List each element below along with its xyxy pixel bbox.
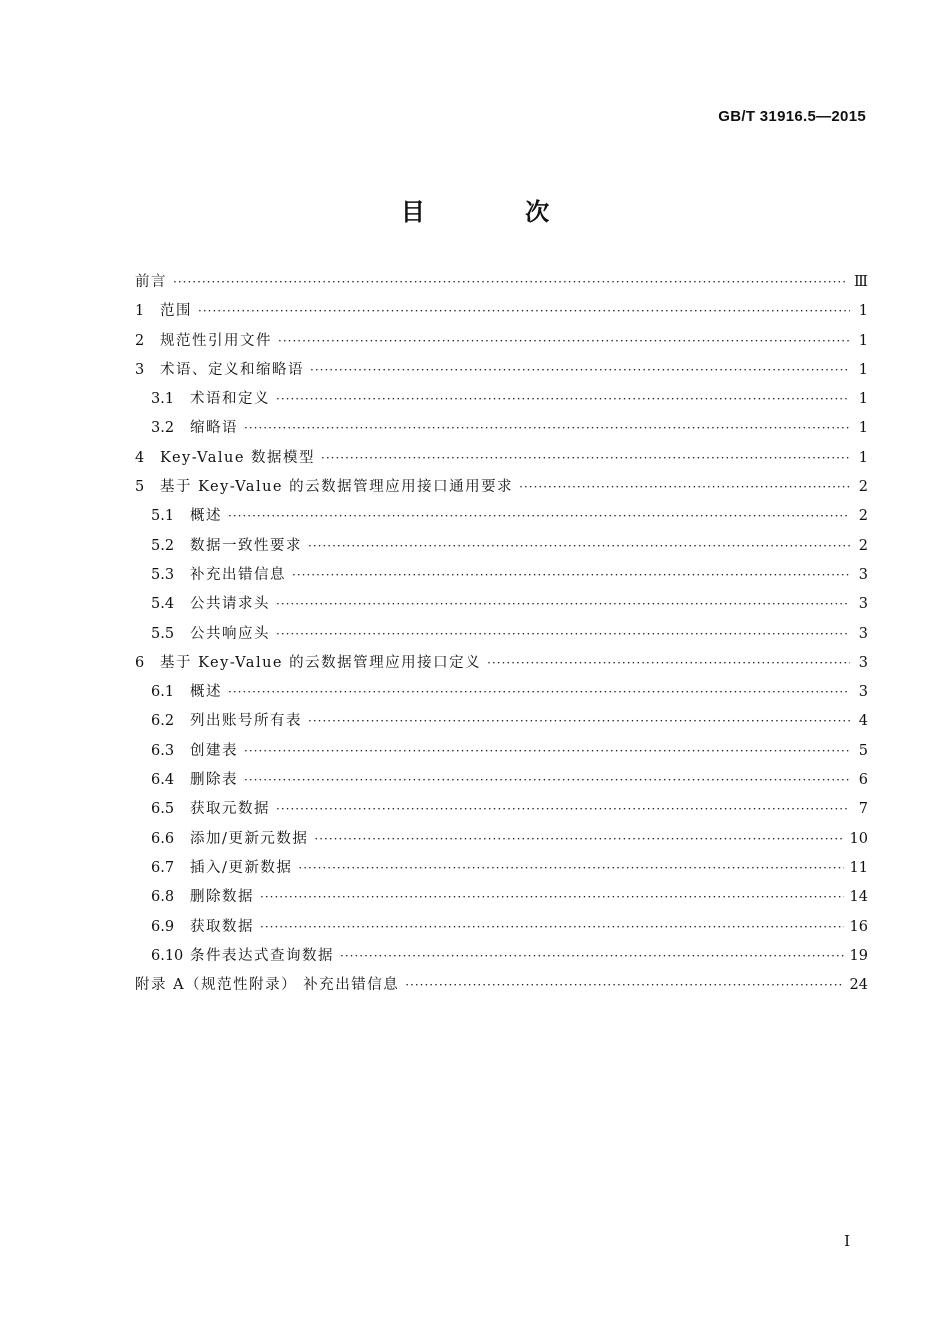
toc-entry-title: 概述	[190, 684, 222, 701]
toc-entry-title: 条件表达式查询数据	[190, 947, 334, 964]
toc-entry-title: 获取元数据	[190, 801, 270, 818]
toc-entry-page: 3	[858, 654, 868, 671]
toc-entry[interactable]	[135, 561, 868, 590]
toc-entry[interactable]	[135, 444, 868, 473]
toc-entry[interactable]	[135, 473, 868, 502]
toc-entry-title: 删除表	[190, 772, 238, 789]
toc-entry-page: 16	[849, 918, 868, 935]
toc-entry[interactable]	[135, 502, 868, 531]
toc-entry[interactable]	[135, 620, 868, 649]
toc-entry-page: 2	[858, 537, 868, 554]
toc-entry-number: 6.2	[151, 713, 175, 730]
toc-entry-page: Ⅲ	[854, 274, 868, 290]
toc-entry-title: 创建表	[190, 742, 238, 759]
toc-dot-leader	[519, 473, 850, 502]
toc-dot-leader	[405, 971, 843, 1000]
toc-dot-leader	[173, 268, 848, 297]
toc-dot-leader	[276, 620, 850, 649]
toc-entry-title: 删除数据	[190, 889, 254, 906]
page-number: I	[844, 1232, 850, 1250]
toc-entry-title: 术语、定义和缩略语	[160, 361, 304, 378]
toc-dot-leader	[244, 766, 850, 795]
toc-entry-number: 6.5	[151, 801, 175, 818]
toc-entry-title: 范围	[160, 303, 192, 320]
toc-entry-number: 6.9	[151, 918, 175, 935]
toc-entry-number: 1	[135, 303, 145, 320]
toc-entry-number: 3.2	[151, 420, 175, 437]
toc-entry[interactable]	[135, 385, 868, 414]
toc-entry-page: 1	[858, 303, 868, 320]
toc-entry-number: 5.2	[151, 537, 175, 554]
toc-entry-page: 1	[858, 332, 868, 349]
toc-entry[interactable]	[135, 532, 868, 561]
toc-dot-leader	[310, 356, 850, 385]
toc-entry-title: Key-Value 数据模型	[160, 449, 316, 466]
toc-entry-title: 公共请求头	[190, 596, 270, 613]
toc-entry[interactable]	[135, 825, 868, 854]
toc-entry-title: 缩略语	[190, 420, 238, 437]
toc-entry-title: 基于 Key-Value 的云数据管理应用接口定义	[160, 654, 482, 671]
toc-dot-leader	[198, 297, 850, 326]
toc-entry-number: 6.3	[151, 742, 175, 759]
toc-dot-leader	[228, 502, 850, 531]
toc-dot-leader	[276, 795, 850, 824]
toc-entry-page: 2	[858, 479, 868, 496]
toc-entry-title: 规范性引用文件	[160, 332, 272, 349]
toc-dot-leader	[321, 444, 850, 473]
toc-entry-page: 11	[849, 859, 868, 876]
toc-entry[interactable]	[135, 766, 868, 795]
toc-entry-number: 5.4	[151, 596, 175, 613]
toc-entry-number: 6.10	[151, 947, 184, 964]
toc-dot-leader	[244, 737, 850, 766]
toc-entry-page: 1	[858, 361, 868, 378]
toc-entry-number: 5.5	[151, 625, 175, 642]
toc-entry-page: 1	[858, 391, 868, 408]
toc-entry[interactable]	[135, 414, 868, 443]
toc-entry-page: 1	[858, 420, 868, 437]
toc-entry[interactable]	[135, 795, 868, 824]
toc-entry-number: 6.7	[151, 859, 175, 876]
toc-entry-title: 公共响应头	[190, 625, 270, 642]
toc-entry-page: 5	[858, 742, 868, 759]
toc-entry-number: 6.8	[151, 889, 175, 906]
toc-dot-leader	[260, 913, 844, 942]
toc-entry[interactable]	[135, 942, 868, 971]
toc-entry-number: 6.6	[151, 830, 175, 847]
toc-entry[interactable]	[135, 268, 868, 297]
toc-dot-leader	[308, 707, 850, 736]
toc-entry-page: 4	[858, 713, 868, 730]
toc-entry[interactable]	[135, 737, 868, 766]
toc-entry-page: 2	[858, 508, 868, 525]
toc-entry-title: 前言	[135, 274, 167, 290]
toc-dot-leader	[340, 942, 844, 971]
toc-entry[interactable]	[135, 971, 868, 1000]
toc-entry[interactable]	[135, 707, 868, 736]
toc-title: 目 次	[400, 198, 596, 226]
toc-dot-leader	[278, 327, 850, 356]
toc-entry[interactable]	[135, 913, 868, 942]
toc-entry-number: 6	[135, 654, 145, 671]
toc-entry[interactable]	[135, 327, 868, 356]
toc-dot-leader	[487, 649, 850, 678]
toc-entry-title: 补充出错信息	[190, 566, 286, 583]
toc-entry-title: 基于 Key-Value 的云数据管理应用接口通用要求	[160, 479, 514, 496]
toc-entry-page: 10	[849, 830, 868, 847]
toc-entry-page: 3	[858, 625, 868, 642]
toc-entry-number: 2	[135, 332, 145, 349]
toc-entry-title: 附录 A（规范性附录） 补充出错信息	[135, 977, 400, 994]
toc-dot-leader	[276, 385, 850, 414]
toc-entry[interactable]	[135, 590, 868, 619]
toc-entry-page: 19	[849, 947, 868, 964]
table-of-contents	[135, 268, 868, 1000]
toc-entry-page: 14	[849, 889, 868, 906]
toc-entry-title: 插入/更新数据	[190, 859, 293, 876]
toc-entry-page: 6	[858, 772, 868, 789]
standard-code: GB/T 31916.5—2015	[718, 108, 866, 125]
toc-dot-leader	[276, 590, 850, 619]
toc-entry-title: 数据一致性要求	[190, 537, 302, 554]
toc-entry[interactable]	[135, 678, 868, 707]
toc-entry-number: 5.1	[151, 508, 175, 525]
toc-entry-title: 添加/更新元数据	[190, 830, 309, 847]
toc-entry-title: 术语和定义	[190, 391, 270, 408]
toc-entry-number: 5	[135, 479, 145, 496]
toc-entry-page: 7	[858, 801, 868, 818]
toc-entry-title: 列出账号所有表	[190, 713, 302, 730]
toc-entry-page: 1	[858, 449, 868, 466]
toc-dot-leader	[298, 854, 843, 883]
toc-dot-leader	[260, 883, 844, 912]
toc-entry-number: 6.1	[151, 684, 175, 701]
toc-entry[interactable]	[135, 356, 868, 385]
toc-entry-page: 24	[849, 977, 868, 994]
toc-dot-leader	[228, 678, 850, 707]
toc-entry-number: 6.4	[151, 772, 175, 789]
toc-entry-page: 3	[858, 566, 868, 583]
toc-entry[interactable]	[135, 649, 868, 678]
toc-entry[interactable]	[135, 854, 868, 883]
toc-entry-page: 3	[858, 684, 868, 701]
toc-entry-title: 概述	[190, 508, 222, 525]
toc-dot-leader	[314, 825, 843, 854]
toc-dot-leader	[292, 561, 850, 590]
toc-entry-number: 5.3	[151, 566, 175, 583]
toc-dot-leader	[308, 532, 850, 561]
toc-entry[interactable]	[135, 883, 868, 912]
toc-entry-title: 获取数据	[190, 918, 254, 935]
toc-entry[interactable]	[135, 297, 868, 326]
toc-entry-page: 3	[858, 596, 868, 613]
toc-entry-number: 4	[135, 449, 145, 466]
toc-dot-leader	[244, 414, 850, 443]
toc-entry-number: 3	[135, 361, 145, 378]
toc-entry-number: 3.1	[151, 391, 175, 408]
